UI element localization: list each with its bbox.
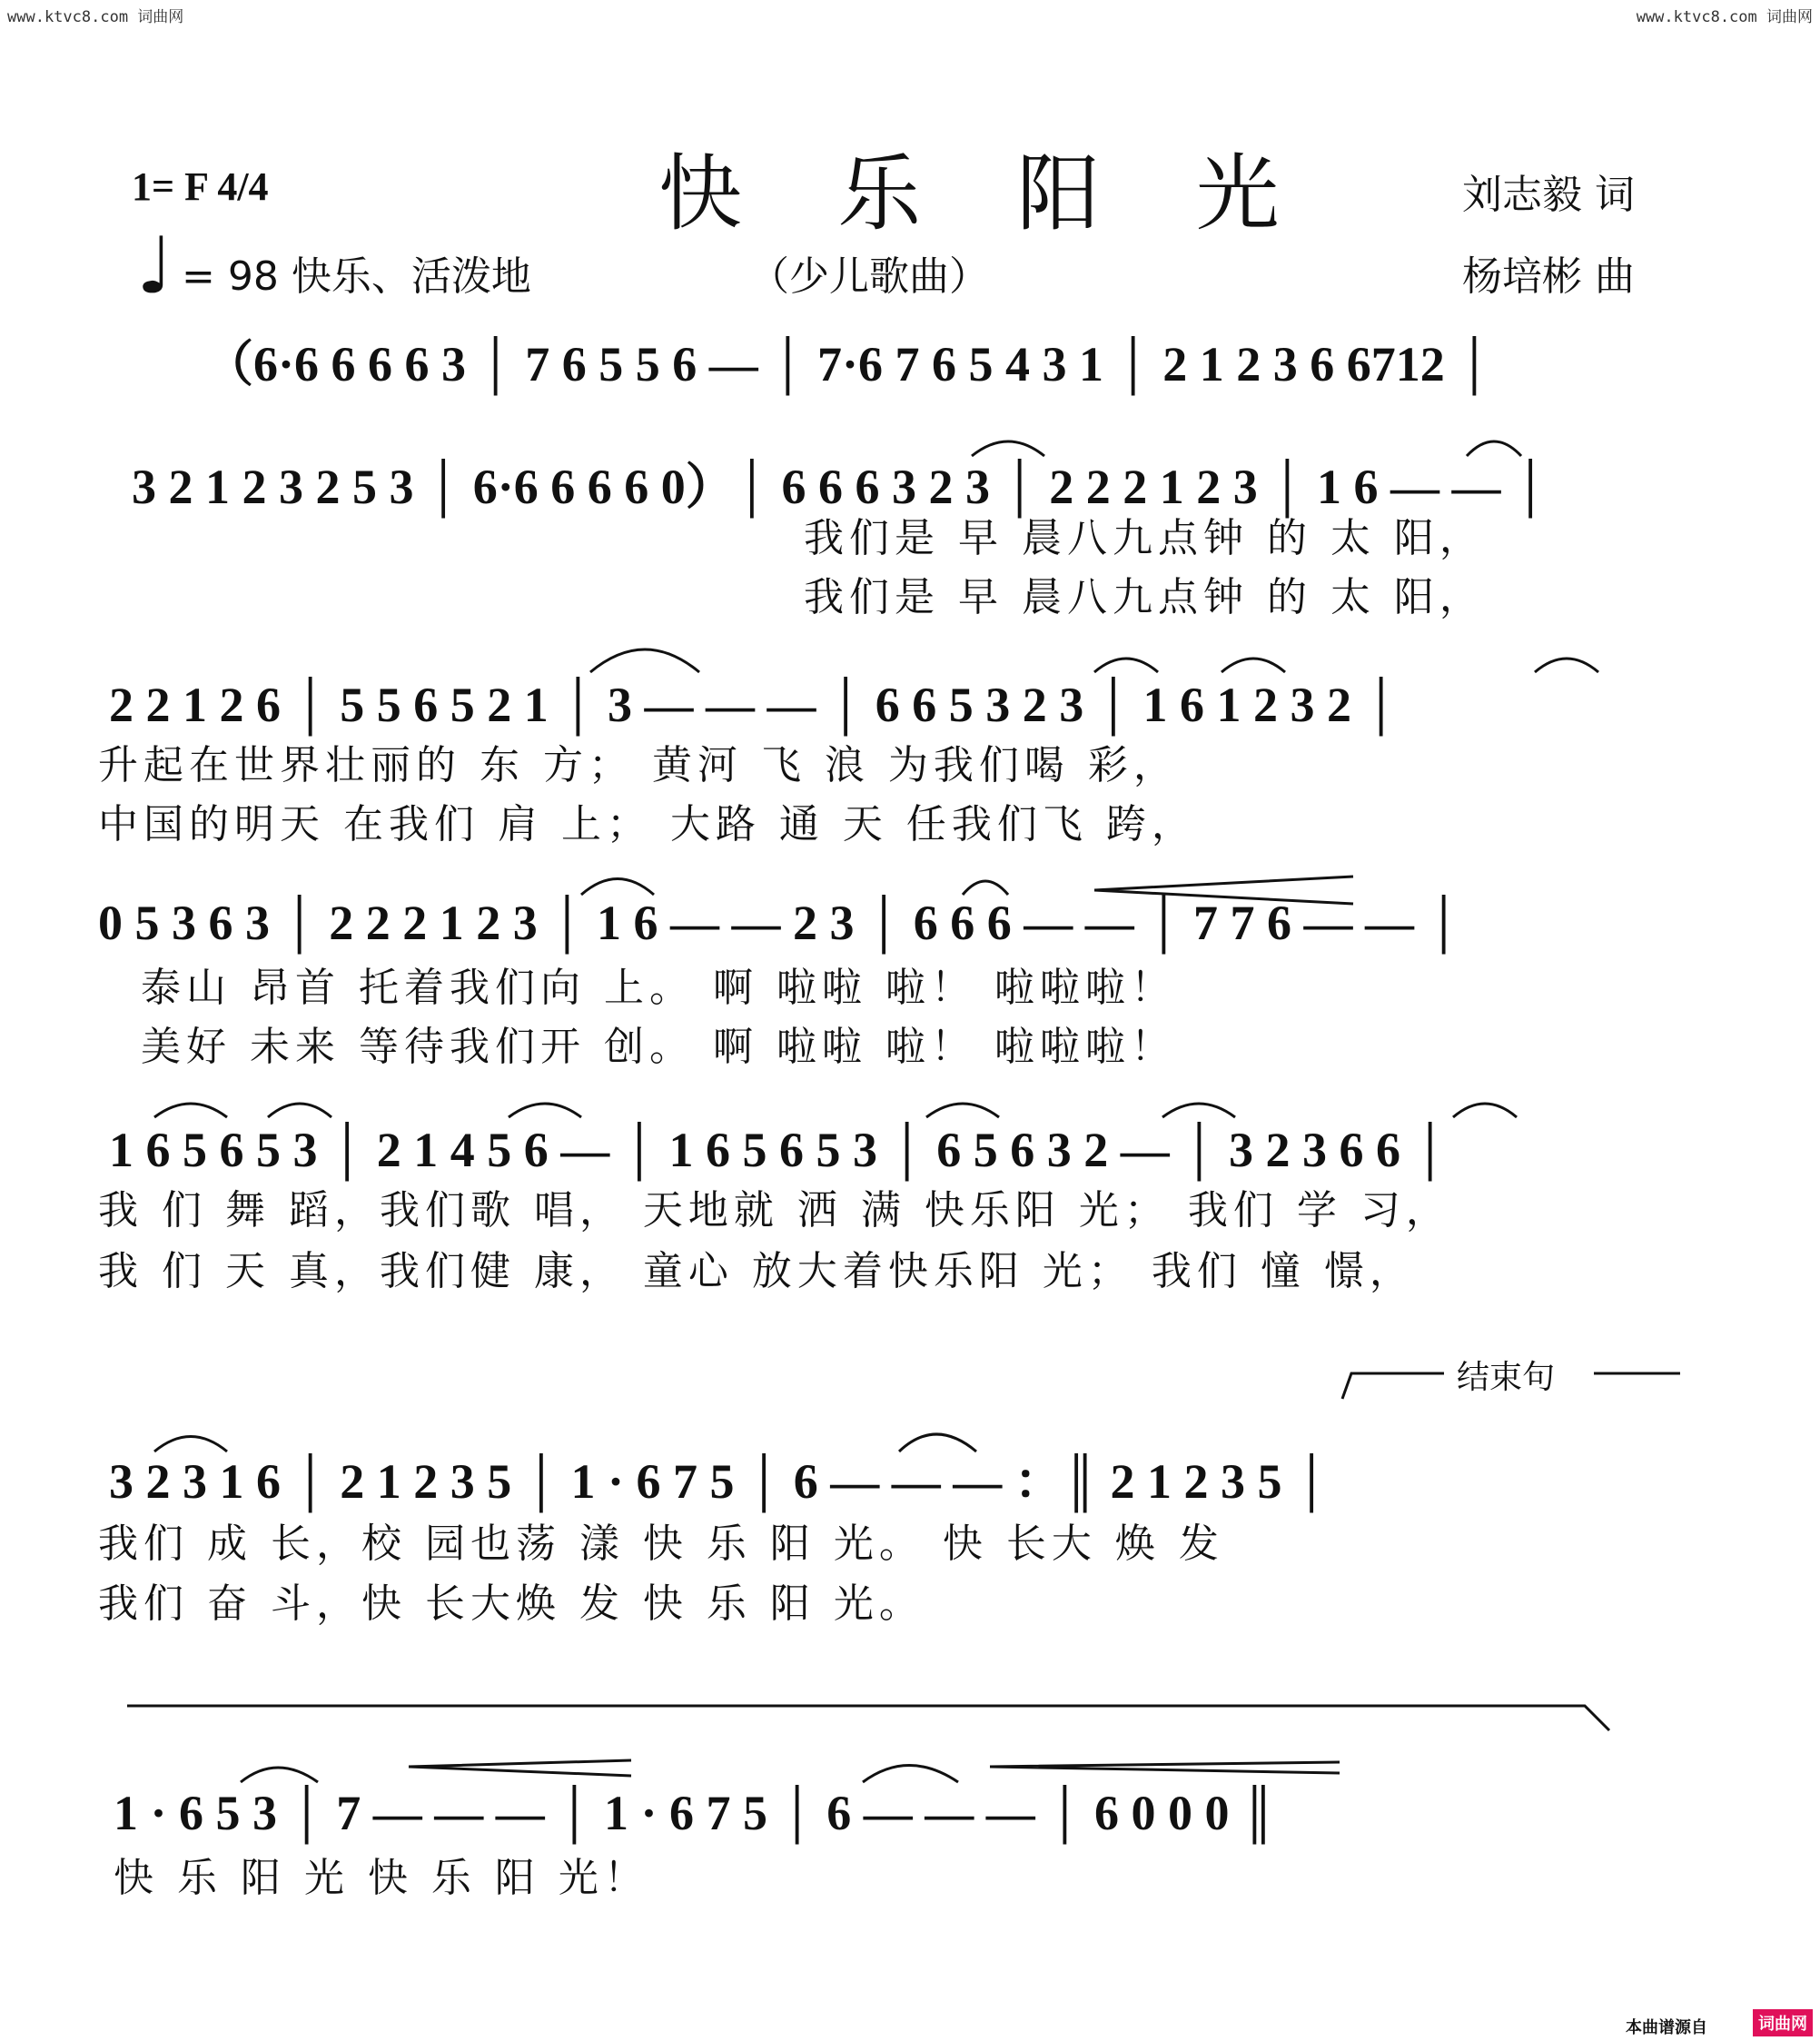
lyrics-row-3-verse-2: 中国的明天 在我们 肩 上； 大路 通 天 任我们飞 跨， (98, 801, 1197, 847)
lyrics-row-4-verse-2: 美好 未来 等待我们开 创。 啊 啦啦 啦！ 啦啦啦！ (141, 1024, 1176, 1070)
score-notes-row-7: 1 · 6 5 3 │ 7 — — — │ 1 · 6 7 5 │ 6 — — — │ 6 0 0 0 ║ (114, 1786, 1277, 1840)
lyrics-row-2-verse-2: 我们是 早 晨八九点钟 的 太 阳， (804, 574, 1485, 620)
lyrics-row-6-verse-2: 我们 奋 斗，快 长大焕 发 快 乐 阳 光。 (98, 1580, 925, 1627)
score-notes-row-4: 0 5 3 6 3 │ 2 2 2 1 2 3 │ 1 6 — — 2 3 │ 6 6 6 — — │ 7 7 6 — — │ (98, 896, 1461, 950)
crescendo-hairpin (990, 1762, 1340, 1773)
slur-mark (154, 1437, 227, 1452)
lyrics-row-2-verse-1: 我们是 早 晨八九点钟 的 太 阳， (804, 515, 1485, 561)
watermark-right: www.ktvc8.com 词曲网 (1636, 8, 1813, 26)
slur-mark (1222, 659, 1285, 672)
tempo-marking: = 98 快乐、活泼地 (182, 253, 531, 300)
slur-mark (581, 879, 654, 896)
slur-mark (268, 1104, 331, 1117)
composer-credit: 杨培彬 曲 (1462, 253, 1635, 300)
score-notes-row-1: （6·6 6 6 6 3 │ 7 6 5 5 6 — │ 7·6 7 6 5 4 3 1 │ 2 1 2 3 6 6712 │ (204, 337, 1492, 391)
slur-mark (963, 881, 1008, 895)
slur-mark (1453, 1104, 1517, 1117)
lyricist-credit: 刘志毅 词 (1462, 172, 1635, 218)
score-notes-row-2: 3 2 1 2 3 2 5 3 │ 6·6 6 6 6 0）│ 6 6 6 3 2 3 │ 2 2 2 1 2 3 │ 1 6 — — │ (132, 460, 1548, 514)
lyrics-row-5-verse-1: 我 们 舞 蹈，我们歌 唱， 天地就 洒 满 快乐阳 光； 我们 学 习， (98, 1187, 1451, 1234)
slur-mark (972, 441, 1044, 456)
page-title: 快 乐 阳 光 (658, 145, 1314, 243)
slur-mark (926, 1104, 999, 1117)
slur-mark (590, 649, 699, 672)
score-notes-row-6: 3 2 3 1 6 │ 2 1 2 3 5 │ 1 · 6 7 5 │ 6 — — — ：║ 2 1 2 3 5 │ (109, 1454, 1330, 1509)
crescendo-hairpin (409, 1760, 631, 1776)
slur-mark (154, 1104, 227, 1117)
slur-mark (863, 1766, 958, 1783)
key-signature: 1= F 4/4 (132, 164, 269, 209)
slur-mark (1162, 1104, 1235, 1117)
watermark-left: www.ktvc8.com 词曲网 (7, 8, 184, 26)
brand-badge: 词曲网 (1753, 2009, 1813, 2036)
slur-mark (1467, 441, 1521, 456)
ending-cue-label: 结束句 (1446, 1352, 1566, 1398)
ending-bracket (127, 1706, 1609, 1730)
lyrics-row-4-verse-1: 泰山 昂首 托着我们向 上。 啊 啦啦 啦！ 啦啦啦！ (141, 965, 1176, 1011)
source-note: 本曲谱源自 (1626, 2018, 1707, 2037)
score-notes-row-5: 1 6 5 6 5 3 │ 2 1 4 5 6 — │ 1 6 5 6 5 3 │ 6 5 6 3 2 — │ 3 2 3 6 6 │ (109, 1123, 1448, 1177)
lyrics-row-7-verse-1: 快 乐 阳 光 快 乐 阳 光！ (114, 1855, 649, 1901)
slur-mark (1535, 659, 1598, 672)
slur-mark (509, 1104, 581, 1117)
score-notes-row-3: 2 2 1 2 6 │ 5 5 6 5 2 1 │ 3 — — — │ 6 6 5 3 2 3 │ 1 6 1 2 3 2 │ (109, 678, 1399, 732)
quarter-note-icon: ♩ (136, 221, 173, 312)
slur-mark (1094, 659, 1158, 672)
ending-bracket (1342, 1373, 1444, 1399)
lyrics-row-5-verse-2: 我 们 天 真，我们健 康， 童心 放大着快乐阳 光； 我们 憧 憬， (98, 1248, 1415, 1294)
slur-mark (899, 1434, 976, 1451)
song-genre: （少儿歌曲） (749, 253, 989, 300)
slur-mark (241, 1768, 318, 1782)
lyrics-row-3-verse-1: 升起在世界壮丽的 东 方； 黄河 飞 浪 为我们喝 彩， (98, 742, 1179, 788)
lyrics-row-6-verse-1: 我们 成 长，校 园也荡 漾 快 乐 阳 光。 快 长大 焕 发 (98, 1521, 1224, 1567)
